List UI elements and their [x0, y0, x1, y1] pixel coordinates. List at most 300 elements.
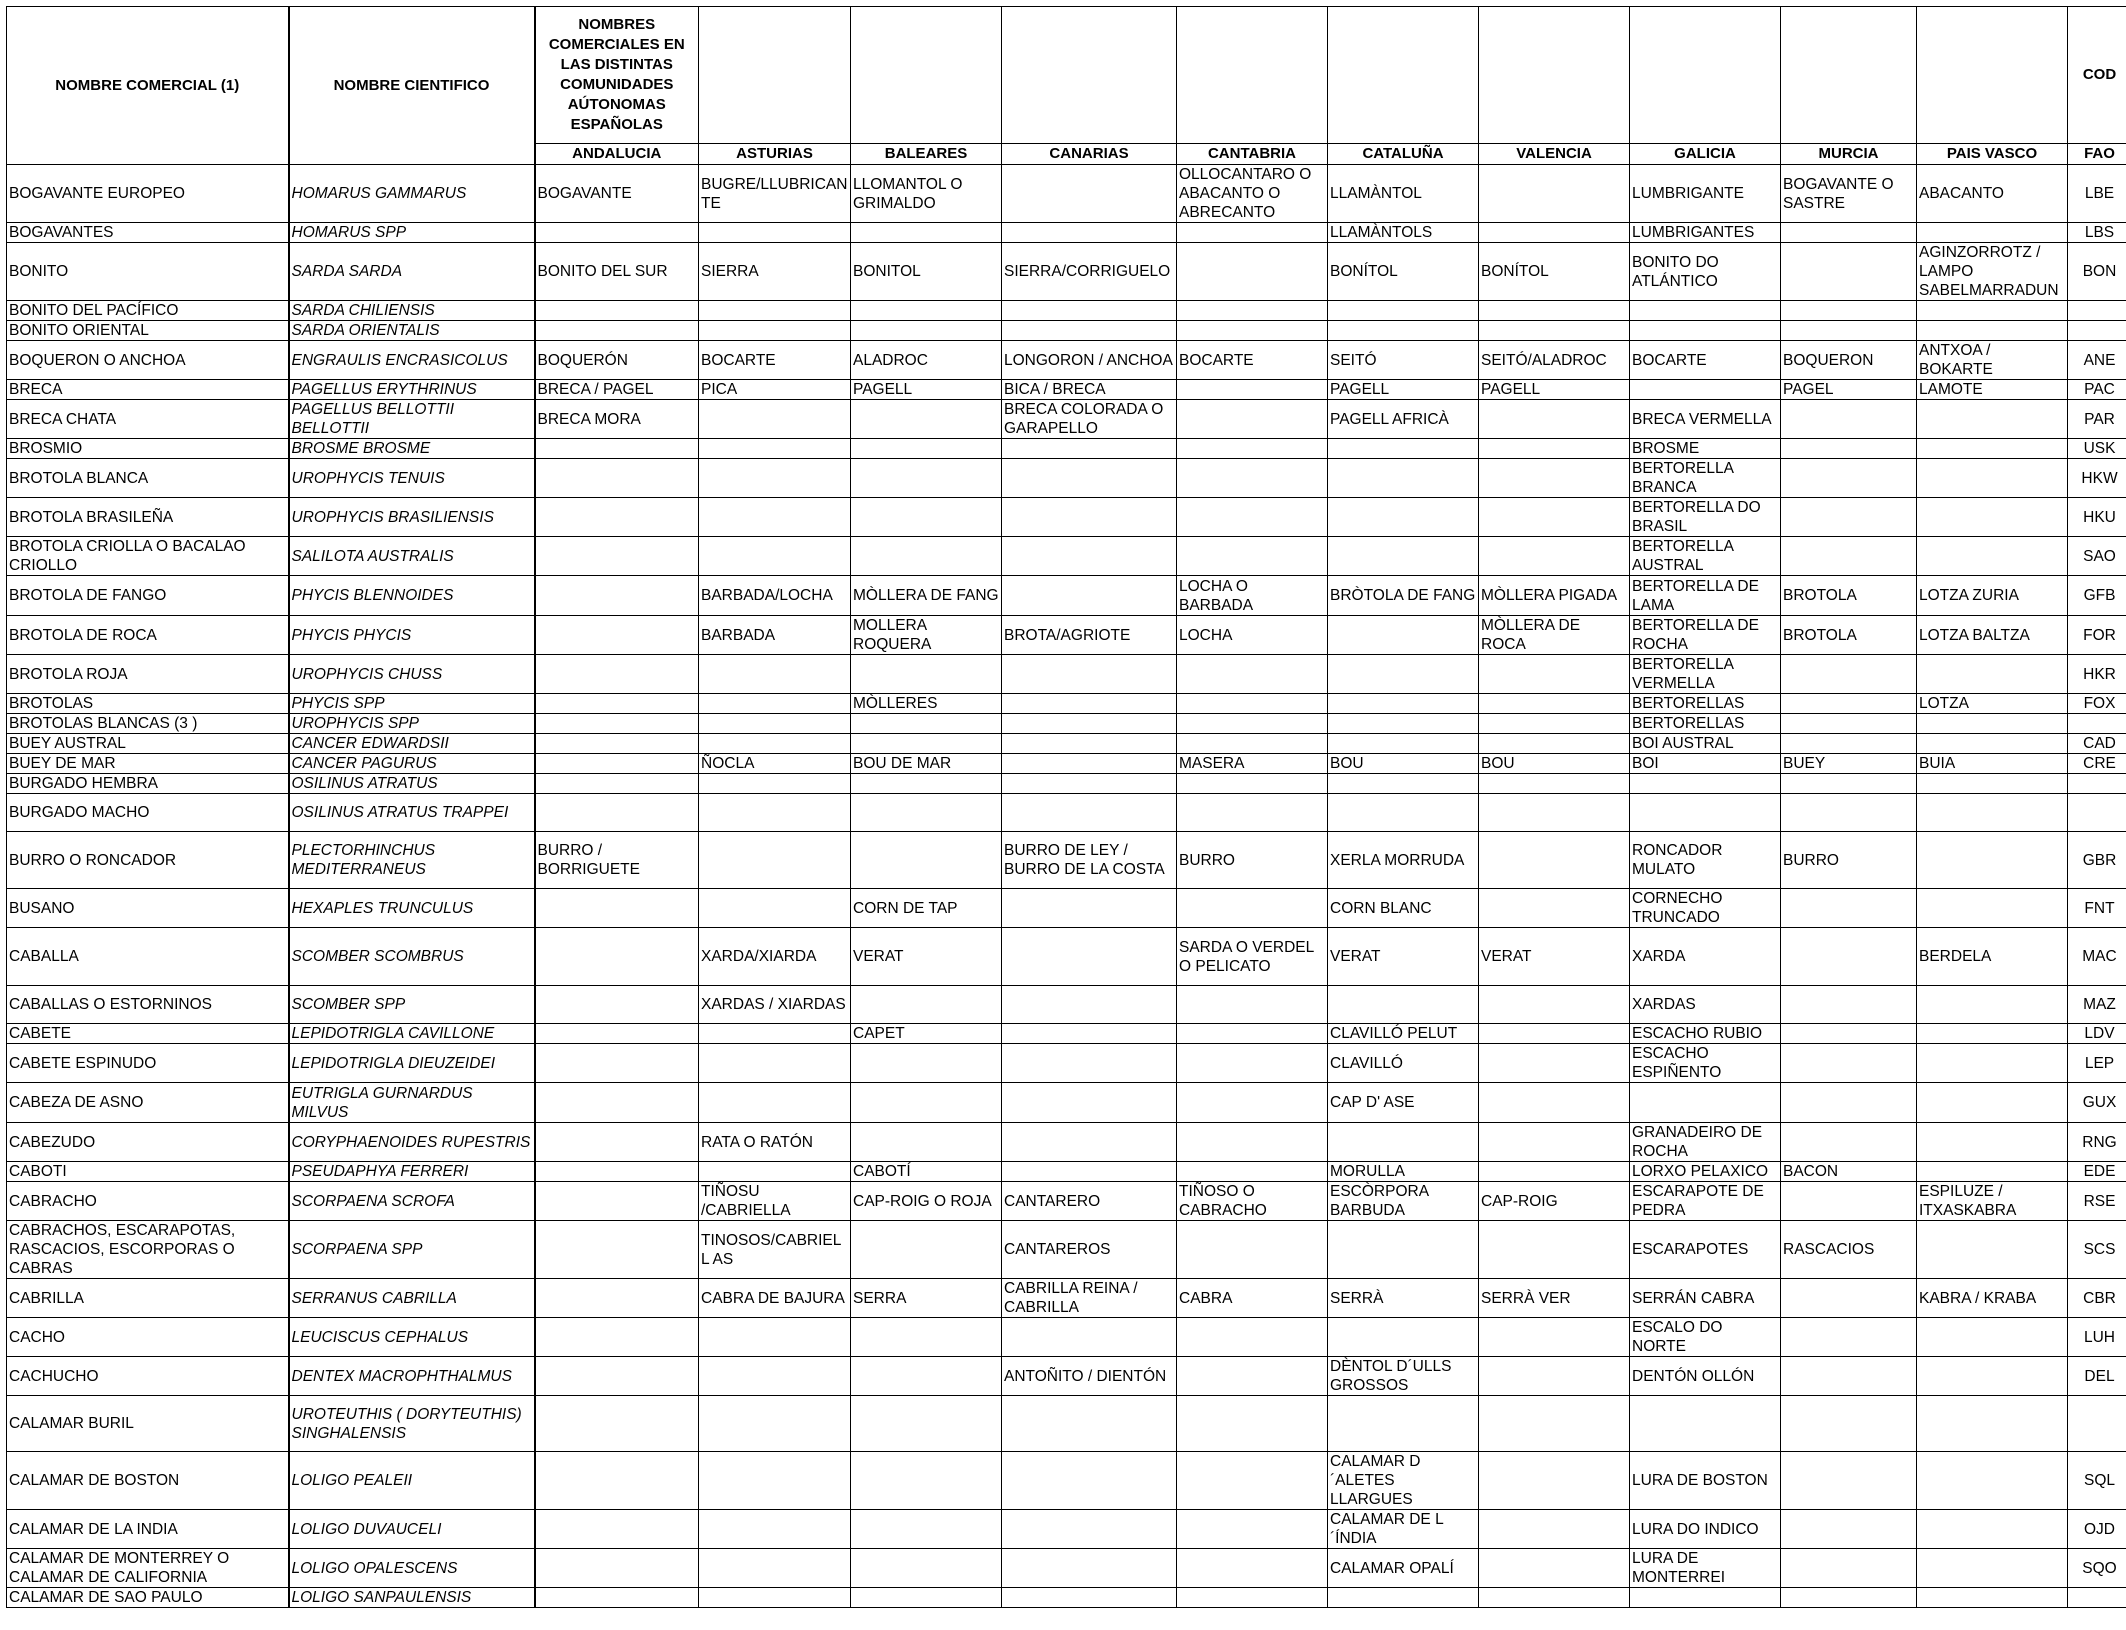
regional-name-cell — [1002, 576, 1177, 616]
regional-name-cell — [1177, 655, 1328, 694]
table-row — [7, 1123, 2126, 1162]
regional-name-cell — [1177, 734, 1328, 754]
regional-name-cell — [1177, 889, 1328, 928]
regional-name-cell — [1917, 714, 2068, 734]
fao-code-cell: CBR — [2068, 1279, 2126, 1318]
header-empty-cell — [1328, 7, 1479, 144]
regional-name-cell — [1177, 1318, 1328, 1357]
regional-name-cell — [1917, 734, 2068, 754]
regional-name-cell — [1002, 1510, 1177, 1549]
regional-name-cell: BUEY — [1781, 754, 1917, 774]
header-region-baleares: BALEARES — [851, 144, 1002, 165]
regional-name-cell — [1479, 889, 1630, 928]
regional-name-cell: DENTÓN OLLÓN — [1630, 1357, 1781, 1396]
regional-name-cell — [1002, 1318, 1177, 1357]
regional-name-cell — [535, 714, 699, 734]
scientific-name-cell: HEXAPLES TRUNCULUS — [289, 889, 535, 928]
regional-name-cell: BOGAVANTE — [535, 165, 699, 223]
fao-code-cell: CAD — [2068, 734, 2126, 754]
regional-name-cell — [1479, 1123, 1630, 1162]
fao-code-cell: PAC — [2068, 380, 2126, 400]
fao-code-cell: FNT — [2068, 889, 2126, 928]
regional-name-cell: CLAVILLÓ — [1328, 1044, 1479, 1083]
regional-name-cell: BURRO DE LEY / BURRO DE LA COSTA — [1002, 832, 1177, 889]
regional-name-cell: BOCARTE — [1177, 341, 1328, 380]
table-row — [7, 301, 2126, 321]
regional-name-cell — [851, 1123, 1002, 1162]
table-row — [7, 1279, 2126, 1318]
table-row — [7, 1549, 2126, 1588]
regional-name-cell: VERAT — [1479, 928, 1630, 986]
commercial-name-cell: BROTOLA BLANCA — [7, 459, 289, 498]
fao-code-cell: GFB — [2068, 576, 2126, 616]
regional-name-cell — [1002, 439, 1177, 459]
regional-name-cell — [1328, 794, 1479, 832]
fao-code-cell — [2068, 774, 2126, 794]
regional-name-cell: CALAMAR DE L´ÍNDIA — [1328, 1510, 1479, 1549]
scientific-name-cell: OSILINUS ATRATUS — [289, 774, 535, 794]
regional-name-cell — [1479, 321, 1630, 341]
regional-name-cell — [1177, 537, 1328, 576]
regional-name-cell — [1479, 1396, 1630, 1452]
table-row — [7, 1357, 2126, 1396]
regional-name-cell: BERTORELLA DE ROCHA — [1630, 616, 1781, 655]
regional-name-cell: LOCHA O BARBADA — [1177, 576, 1328, 616]
regional-name-cell — [1177, 1452, 1328, 1510]
commercial-name-cell: BUEY DE MAR — [7, 754, 289, 774]
commercial-name-cell: CACHUCHO — [7, 1357, 289, 1396]
scientific-name-cell: LEPIDOTRIGLA DIEUZEIDEI — [289, 1044, 535, 1083]
regional-name-cell — [1781, 537, 1917, 576]
table-row — [7, 439, 2126, 459]
scientific-name-cell: DENTEX MACROPHTHALMUS — [289, 1357, 535, 1396]
regional-name-cell — [1177, 380, 1328, 400]
regional-name-cell: BURRO — [1781, 832, 1917, 889]
scientific-name-cell: CANCER EDWARDSII — [289, 734, 535, 754]
scientific-name-cell: PLECTORHINCHUS MEDITERRANEUS — [289, 832, 535, 889]
regional-name-cell — [699, 400, 851, 439]
regional-name-cell: ESCÒRPORA BARBUDA — [1328, 1182, 1479, 1221]
table-header — [7, 7, 2126, 165]
scientific-name-cell: SARDA ORIENTALIS — [289, 321, 535, 341]
fao-code-cell: LBE — [2068, 165, 2126, 223]
fao-code-cell: LDV — [2068, 1024, 2126, 1044]
regional-name-cell — [699, 1357, 851, 1396]
commercial-name-cell: BOQUERON O ANCHOA — [7, 341, 289, 380]
regional-name-cell: BROTOLA — [1781, 616, 1917, 655]
regional-name-cell — [1177, 774, 1328, 794]
commercial-name-cell: CALAMAR BURIL — [7, 1396, 289, 1452]
scientific-name-cell: UROPHYCIS BRASILIENSIS — [289, 498, 535, 537]
regional-name-cell — [1177, 498, 1328, 537]
regional-name-cell — [1781, 1452, 1917, 1510]
table-row — [7, 498, 2126, 537]
regional-name-cell — [1177, 223, 1328, 243]
scientific-name-cell: SCOMBER SPP — [289, 986, 535, 1024]
regional-name-cell — [1328, 301, 1479, 321]
regional-name-cell — [535, 1549, 699, 1588]
regional-name-cell: DÈNTOL D´ULLS GROSSOS — [1328, 1357, 1479, 1396]
header-commercial-name: NOMBRE COMERCIAL (1) — [7, 7, 289, 165]
fao-code-cell — [2068, 321, 2126, 341]
regional-name-cell — [1002, 986, 1177, 1024]
regional-name-cell — [1630, 380, 1781, 400]
fao-code-cell — [2068, 794, 2126, 832]
regional-name-cell: MASERA — [1177, 754, 1328, 774]
header-region-pais-vasco: PAIS VASCO — [1917, 144, 2068, 165]
regional-name-cell — [1781, 734, 1917, 754]
scientific-name-cell: UROPHYCIS SPP — [289, 714, 535, 734]
commercial-name-cell: CABETE — [7, 1024, 289, 1044]
regional-name-cell: BERTORELLA DE LAMA — [1630, 576, 1781, 616]
commercial-name-cell: CACHO — [7, 1318, 289, 1357]
regional-name-cell — [1328, 537, 1479, 576]
regional-name-cell: CAPET — [851, 1024, 1002, 1044]
regional-name-cell — [535, 1357, 699, 1396]
regional-name-cell — [851, 1083, 1002, 1123]
regional-name-cell — [1781, 1357, 1917, 1396]
regional-name-cell — [1479, 1452, 1630, 1510]
commercial-name-cell: BURGADO HEMBRA — [7, 774, 289, 794]
regional-name-cell: SEITÓ/ALADROC — [1479, 341, 1630, 380]
commercial-name-cell: BROTOLA DE ROCA — [7, 616, 289, 655]
commercial-name-cell: BUEY AUSTRAL — [7, 734, 289, 754]
header-empty-cell — [699, 7, 851, 144]
regional-name-cell — [535, 1083, 699, 1123]
regional-name-cell: MÒLLERA DE FANG — [851, 576, 1002, 616]
regional-name-cell: SIERRA/CORRIGUELO — [1002, 243, 1177, 301]
regional-name-cell — [1002, 694, 1177, 714]
commercial-name-cell: CABEZA DE ASNO — [7, 1083, 289, 1123]
regional-name-cell: CABRA DE BAJURA — [699, 1279, 851, 1318]
regional-name-cell — [1917, 1588, 2068, 1608]
regional-name-cell: XERLA MORRUDA — [1328, 832, 1479, 889]
regional-name-cell — [1917, 459, 2068, 498]
regional-name-cell — [1630, 321, 1781, 341]
regional-name-cell — [1630, 301, 1781, 321]
regional-name-cell — [1177, 794, 1328, 832]
commercial-name-cell: CABALLAS O ESTORNINOS — [7, 986, 289, 1024]
regional-name-cell — [1177, 714, 1328, 734]
regional-name-cell: BERTORELLA DO BRASIL — [1630, 498, 1781, 537]
header-regional-names: NOMBRES COMERCIALES EN LAS DISTINTAS COMUNIDADES AÚTONOMAS ESPAÑOLAS — [535, 7, 699, 144]
regional-name-cell — [1002, 1549, 1177, 1588]
regional-name-cell — [1177, 459, 1328, 498]
regional-name-cell: CAP-ROIG O ROJA — [851, 1182, 1002, 1221]
commercial-name-cell: CALAMAR DE MONTERREY O CALAMAR DE CALIFORNIA — [7, 1549, 289, 1588]
regional-name-cell — [1781, 986, 1917, 1024]
regional-name-cell: BROTOLA — [1781, 576, 1917, 616]
fao-code-cell: CRE — [2068, 754, 2126, 774]
scientific-name-cell: SCORPAENA SPP — [289, 1221, 535, 1279]
regional-name-cell: PICA — [699, 380, 851, 400]
commercial-name-cell: BROTOLAS — [7, 694, 289, 714]
fao-code-cell: LBS — [2068, 223, 2126, 243]
scientific-name-cell: PHYCIS PHYCIS — [289, 616, 535, 655]
regional-name-cell — [1630, 1396, 1781, 1452]
regional-name-cell — [1002, 889, 1177, 928]
regional-name-cell — [1177, 321, 1328, 341]
regional-name-cell — [851, 794, 1002, 832]
header-empty-cell — [1917, 7, 2068, 144]
regional-name-cell — [1630, 1588, 1781, 1608]
regional-name-cell — [851, 655, 1002, 694]
scientific-name-cell: CORYPHAENOIDES RUPESTRIS — [289, 1123, 535, 1162]
scientific-name-cell: ENGRAULIS ENCRASICOLUS — [289, 341, 535, 380]
species-name-table-sheet — [6, 6, 2120, 1608]
regional-name-cell: BOGAVANTE O SASTRE — [1781, 165, 1917, 223]
commercial-name-cell: CABOTI — [7, 1162, 289, 1182]
header-region-canarias: CANARIAS — [1002, 144, 1177, 165]
regional-name-cell — [535, 794, 699, 832]
commercial-name-cell: CALAMAR DE BOSTON — [7, 1452, 289, 1510]
regional-name-cell — [1781, 1044, 1917, 1083]
regional-name-cell — [699, 1588, 851, 1608]
regional-name-cell — [535, 1024, 699, 1044]
regional-name-cell — [851, 832, 1002, 889]
regional-name-cell — [1781, 439, 1917, 459]
regional-name-cell — [1328, 986, 1479, 1024]
regional-name-cell: OLLOCANTARO O ABACANTO O ABRECANTO — [1177, 165, 1328, 223]
regional-name-cell — [535, 1279, 699, 1318]
regional-name-cell: XARDA/XIARDA — [699, 928, 851, 986]
scientific-name-cell: SERRANUS CABRILLA — [289, 1279, 535, 1318]
fao-code-cell: MAZ — [2068, 986, 2126, 1024]
regional-name-cell — [535, 986, 699, 1024]
regional-name-cell — [851, 1588, 1002, 1608]
commercial-name-cell: CABRILLA — [7, 1279, 289, 1318]
header-empty-cell — [1781, 7, 1917, 144]
header-empty-cell — [1177, 7, 1328, 144]
regional-name-cell: BRECA / PAGEL — [535, 380, 699, 400]
table-row — [7, 694, 2126, 714]
regional-name-cell — [1917, 1357, 2068, 1396]
regional-name-cell: BERTORELLAS — [1630, 694, 1781, 714]
regional-name-cell — [1479, 1357, 1630, 1396]
table-row — [7, 794, 2126, 832]
regional-name-cell — [1781, 1279, 1917, 1318]
regional-name-cell — [1781, 774, 1917, 794]
regional-name-cell — [1002, 165, 1177, 223]
regional-name-cell: SIERRA — [699, 243, 851, 301]
regional-name-cell: TINOSOS/CABRIELL AS — [699, 1221, 851, 1279]
header-region-cantabria: CANTABRIA — [1177, 144, 1328, 165]
regional-name-cell — [1002, 714, 1177, 734]
scientific-name-cell: PSEUDAPHYA FERRERI — [289, 1162, 535, 1182]
scientific-name-cell: PHYCIS BLENNOIDES — [289, 576, 535, 616]
regional-name-cell: BOCARTE — [1630, 341, 1781, 380]
fao-code-cell: LEP — [2068, 1044, 2126, 1083]
regional-name-cell — [1177, 1162, 1328, 1182]
regional-name-cell — [1328, 321, 1479, 341]
regional-name-cell: LORXO PELAXICO — [1630, 1162, 1781, 1182]
fao-code-cell: MAC — [2068, 928, 2126, 986]
regional-name-cell: CAP D' ASE — [1328, 1083, 1479, 1123]
fao-code-cell: SQO — [2068, 1549, 2126, 1588]
scientific-name-cell: SCOMBER SCOMBRUS — [289, 928, 535, 986]
table-row — [7, 754, 2126, 774]
commercial-name-cell: BURRO O RONCADOR — [7, 832, 289, 889]
table-body — [7, 165, 2126, 1608]
scientific-name-cell: LEUCISCUS CEPHALUS — [289, 1318, 535, 1357]
table-row — [7, 341, 2126, 380]
regional-name-cell — [535, 889, 699, 928]
regional-name-cell — [851, 223, 1002, 243]
commercial-name-cell: BONITO DEL PACÍFICO — [7, 301, 289, 321]
table-row — [7, 459, 2126, 498]
regional-name-cell — [699, 1044, 851, 1083]
regional-name-cell — [1917, 1162, 2068, 1182]
commercial-name-cell: CABRACHOS, ESCARAPOTAS, RASCACIOS, ESCORPORAS O CABRAS — [7, 1221, 289, 1279]
regional-name-cell: PAGELL — [851, 380, 1002, 400]
header-region-asturias: ASTURIAS — [699, 144, 851, 165]
regional-name-cell: ESCARAPOTE DE PEDRA — [1630, 1182, 1781, 1221]
table-row — [7, 165, 2126, 223]
regional-name-cell — [1781, 1549, 1917, 1588]
regional-name-cell — [851, 400, 1002, 439]
regional-name-cell — [851, 1318, 1002, 1357]
regional-name-cell — [851, 1357, 1002, 1396]
regional-name-cell — [1917, 223, 2068, 243]
regional-name-cell: ESCALO DO NORTE — [1630, 1318, 1781, 1357]
regional-name-cell — [1002, 498, 1177, 537]
regional-name-cell: SERRA — [851, 1279, 1002, 1318]
commercial-name-cell: BOGAVANTES — [7, 223, 289, 243]
fao-code-cell — [2068, 1588, 2126, 1608]
regional-name-cell: PAGELL — [1479, 380, 1630, 400]
table-row — [7, 243, 2126, 301]
regional-name-cell — [699, 1162, 851, 1182]
regional-name-cell: BRECA MORA — [535, 400, 699, 439]
commercial-name-cell: CALAMAR DE LA INDIA — [7, 1510, 289, 1549]
regional-name-cell — [699, 774, 851, 794]
regional-name-cell — [1002, 1588, 1177, 1608]
regional-name-cell: ESCARAPOTES — [1630, 1221, 1781, 1279]
regional-name-cell — [1781, 1083, 1917, 1123]
regional-name-cell: BROSME — [1630, 439, 1781, 459]
table-row — [7, 1396, 2126, 1452]
table-row — [7, 1162, 2126, 1182]
regional-name-cell — [1177, 1123, 1328, 1162]
regional-name-cell: BICA / BRECA — [1002, 380, 1177, 400]
commercial-name-cell: CALAMAR DE SAO PAULO — [7, 1588, 289, 1608]
regional-name-cell: BARBADA — [699, 616, 851, 655]
table-row — [7, 576, 2126, 616]
commercial-name-cell: BROTOLA DE FANGO — [7, 576, 289, 616]
regional-name-cell — [1479, 1024, 1630, 1044]
table-row — [7, 321, 2126, 341]
scientific-name-cell: SALILOTA AUSTRALIS — [289, 537, 535, 576]
regional-name-cell: AGINZORROTZ / LAMPO SABELMARRADUN — [1917, 243, 2068, 301]
fao-code-cell: OJD — [2068, 1510, 2126, 1549]
regional-name-cell — [1781, 1318, 1917, 1357]
scientific-name-cell: SARDA CHILIENSIS — [289, 301, 535, 321]
regional-name-cell — [1479, 301, 1630, 321]
fao-code-cell — [2068, 301, 2126, 321]
regional-name-cell — [1328, 1588, 1479, 1608]
regional-name-cell: BERTORELLA VERMELLA — [1630, 655, 1781, 694]
regional-name-cell — [1479, 498, 1630, 537]
regional-name-cell: BRECA VERMELLA — [1630, 400, 1781, 439]
scientific-name-cell: LOLIGO PEALEII — [289, 1452, 535, 1510]
fao-code-cell: SQL — [2068, 1452, 2126, 1510]
regional-name-cell: SEITÓ — [1328, 341, 1479, 380]
regional-name-cell: SERRÀ VER — [1479, 1279, 1630, 1318]
regional-name-cell — [1781, 400, 1917, 439]
regional-name-cell — [1002, 1396, 1177, 1452]
regional-name-cell — [1479, 459, 1630, 498]
regional-name-cell — [1917, 1396, 2068, 1452]
regional-name-cell — [1917, 498, 2068, 537]
regional-name-cell: RASCACIOS — [1781, 1221, 1917, 1279]
table-row — [7, 1182, 2126, 1221]
regional-name-cell: CORN DE TAP — [851, 889, 1002, 928]
regional-name-cell — [699, 794, 851, 832]
regional-name-cell — [699, 1452, 851, 1510]
regional-name-cell — [1781, 498, 1917, 537]
regional-name-cell: BONITO DO ATLÁNTICO — [1630, 243, 1781, 301]
regional-name-cell — [1177, 1510, 1328, 1549]
regional-name-cell — [1328, 714, 1479, 734]
fao-code-cell: LUH — [2068, 1318, 2126, 1357]
regional-name-cell: LLAMÀNTOL — [1328, 165, 1479, 223]
regional-name-cell — [1917, 1318, 2068, 1357]
regional-name-cell — [699, 832, 851, 889]
regional-name-cell — [1917, 794, 2068, 832]
regional-name-cell — [1328, 439, 1479, 459]
regional-name-cell — [1917, 1452, 2068, 1510]
regional-name-cell — [1479, 1549, 1630, 1588]
regional-name-cell: CORNECHO TRUNCADO — [1630, 889, 1781, 928]
regional-name-cell: TIÑOSO O CABRACHO — [1177, 1182, 1328, 1221]
header-cod: COD — [2068, 7, 2126, 144]
regional-name-cell: LOTZA ZURIA — [1917, 576, 2068, 616]
regional-name-cell — [1781, 459, 1917, 498]
regional-name-cell — [1630, 794, 1781, 832]
commercial-name-cell: CABETE ESPINUDO — [7, 1044, 289, 1083]
regional-name-cell: CANTARERO — [1002, 1182, 1177, 1221]
regional-name-cell: ANTXOA / BOKARTE — [1917, 341, 2068, 380]
table-row — [7, 1510, 2126, 1549]
regional-name-cell — [1479, 439, 1630, 459]
regional-name-cell: BUGRE/LLUBRICAN TE — [699, 165, 851, 223]
regional-name-cell — [699, 714, 851, 734]
table-row — [7, 986, 2126, 1024]
scientific-name-cell: OSILINUS ATRATUS TRAPPEI — [289, 794, 535, 832]
header-empty-cell — [1002, 7, 1177, 144]
commercial-name-cell: BRECA — [7, 380, 289, 400]
scientific-name-cell: HOMARUS SPP — [289, 223, 535, 243]
regional-name-cell — [535, 301, 699, 321]
header-empty-cell — [1479, 7, 1630, 144]
commercial-name-cell: BROTOLAS BLANCAS (3 ) — [7, 714, 289, 734]
regional-name-cell — [535, 459, 699, 498]
scientific-name-cell: PAGELLUS ERYTHRINUS — [289, 380, 535, 400]
regional-name-cell — [535, 928, 699, 986]
regional-name-cell — [535, 1452, 699, 1510]
regional-name-cell: RONCADOR MULATO — [1630, 832, 1781, 889]
commercial-name-cell: BROTOLA BRASILEÑA — [7, 498, 289, 537]
regional-name-cell — [1328, 1396, 1479, 1452]
commercial-name-cell: CABEZUDO — [7, 1123, 289, 1162]
regional-name-cell: LURA DO INDICO — [1630, 1510, 1781, 1549]
regional-name-cell: SERRÀ — [1328, 1279, 1479, 1318]
regional-name-cell: SARDA O VERDEL O PELICATO — [1177, 928, 1328, 986]
scientific-name-cell: SARDA SARDA — [289, 243, 535, 301]
regional-name-cell — [1479, 1221, 1630, 1279]
fao-code-cell: PAR — [2068, 400, 2126, 439]
regional-name-cell — [851, 1452, 1002, 1510]
